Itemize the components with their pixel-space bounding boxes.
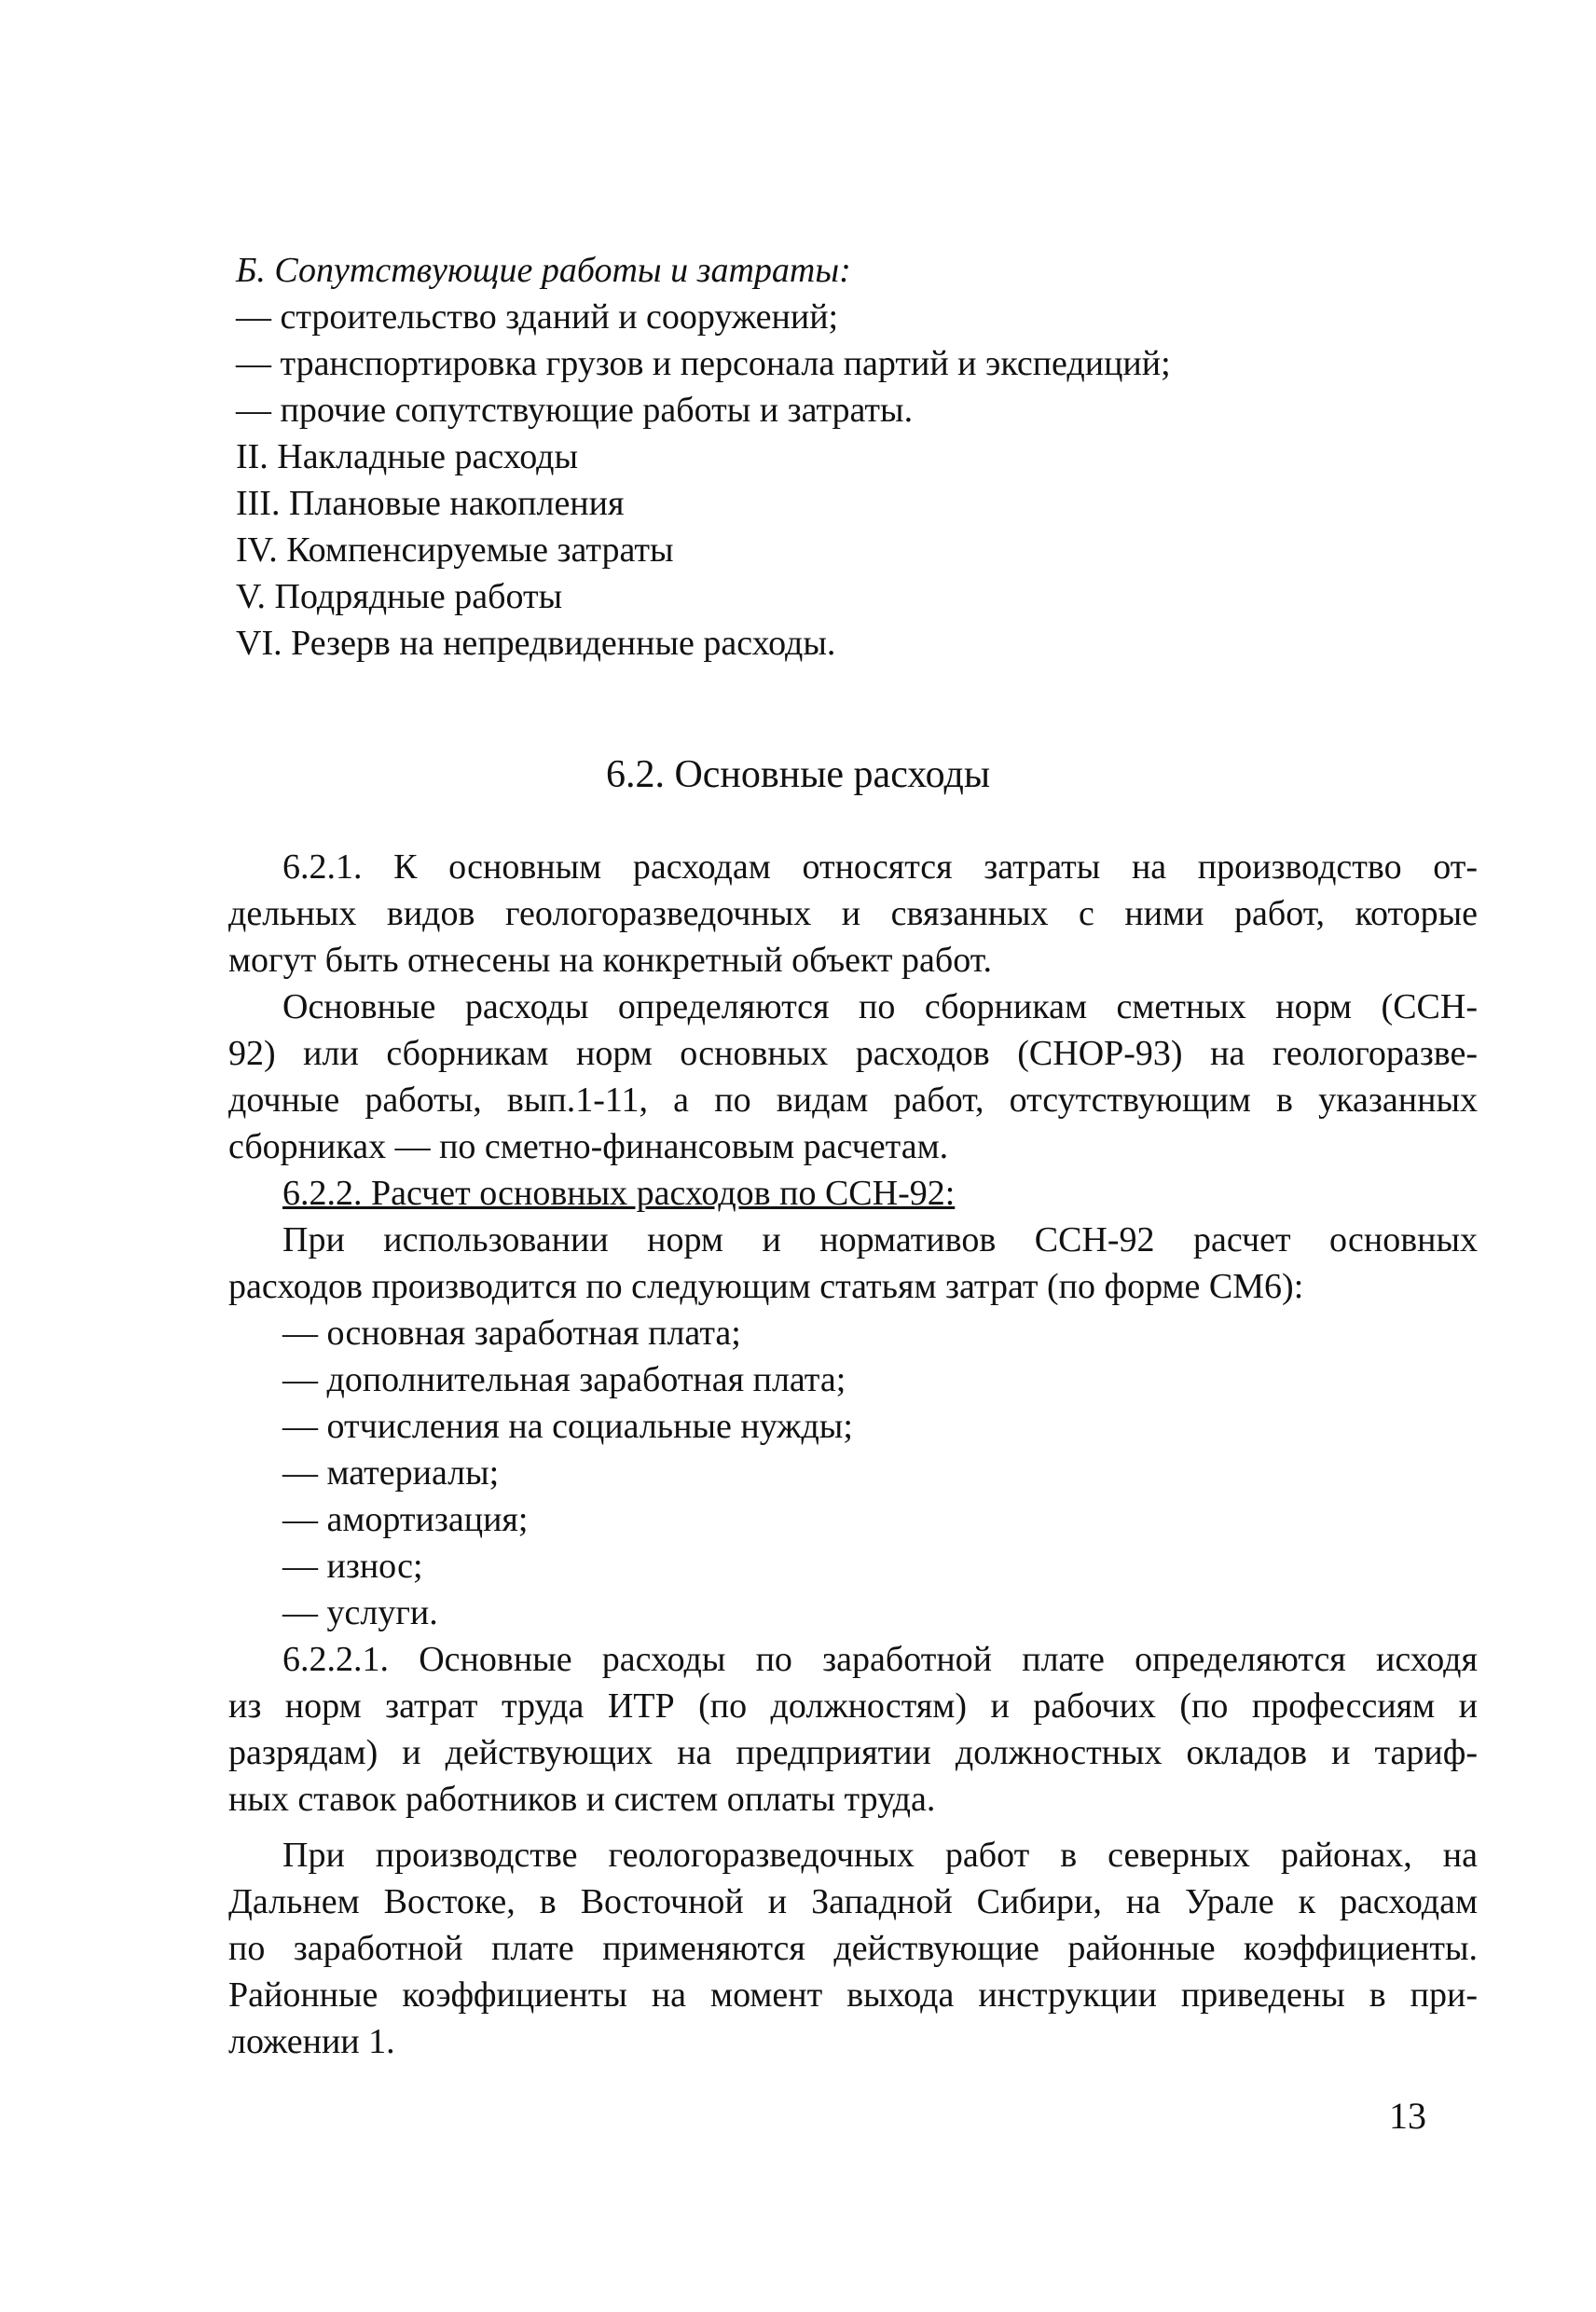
paragraph-line: 6.2.1. К основным расходам относятся затраты на производство от- xyxy=(282,847,1478,887)
paragraph-line: разрядам) и действующих на предприятии должностных окладов и тариф- xyxy=(228,1733,1478,1772)
paragraph-line: могут быть отнесены на конкретный объект работ. xyxy=(228,941,992,980)
paragraph-line: При производстве геологоразведочных работ в северных районах, на xyxy=(282,1836,1478,1875)
list-item: V. Подрядные работы xyxy=(236,577,563,616)
paragraph-line: ложении 1. xyxy=(228,2022,395,2061)
paragraph-6-2-1 xyxy=(228,844,1478,984)
paragraph-line: дельных видов геологоразведочных и связанных с ними работ, которые xyxy=(228,894,1478,933)
subsection-6-2-2 xyxy=(228,1170,1478,1636)
paragraph-line: сборниках — по сметно-финансовым расчетам. xyxy=(228,1127,949,1166)
paragraph-line: Дальнем Востоке, в Восточной и Западной Сибири, на Урале к расходам xyxy=(228,1882,1478,1921)
list-item: — услуги. xyxy=(282,1593,438,1632)
list-item: IV. Компенсируемые затраты xyxy=(236,530,674,570)
paragraph-line: При использовании норм и нормативов ССН-92 расчет основных xyxy=(282,1220,1478,1259)
section-b xyxy=(228,247,1478,667)
list-item: — износ; xyxy=(282,1547,423,1586)
paragraph-line: 6.2.2.1. Основные расходы по заработной плате определяются исходя xyxy=(282,1640,1478,1679)
list-item: — транспортировка грузов и персонала партий и экспедиций; xyxy=(236,344,1171,383)
paragraph-main-expenses xyxy=(228,984,1478,1170)
paragraph-line: по заработной плате применяются действующие районные коэффициенты. xyxy=(228,1929,1478,1968)
paragraph-line: 92) или сборникам норм основных расходов (СНОР-93) на геологоразве- xyxy=(228,1034,1478,1073)
section-b-title: Б. Сопутствующие работы и затраты: xyxy=(236,251,851,290)
paragraph-line: ных ставок работников и систем оплаты труда. xyxy=(228,1780,936,1819)
list-item: — материалы; xyxy=(282,1453,500,1493)
paragraph-line: из норм затрат труда ИТР (по должностям) и рабочих (по профессиям и xyxy=(228,1686,1478,1726)
section-heading: 6.2. Основные расходы xyxy=(605,753,991,796)
subsection-title: 6.2.2. Расчет основных расходов по ССН-92: xyxy=(282,1174,956,1213)
list-item: — отчисления на социальные нужды; xyxy=(282,1407,853,1446)
list-item: II. Накладные расходы xyxy=(236,437,579,476)
list-item: VI. Резерв на непредвиденные расходы. xyxy=(236,624,836,663)
list-item: — основная заработная плата; xyxy=(282,1314,741,1353)
paragraph-6-2-2-1 xyxy=(228,1636,1478,1823)
paragraph-northern-regions xyxy=(228,1832,1478,2065)
list-item: — дополнительная заработная плата; xyxy=(282,1360,846,1399)
page-number: 13 xyxy=(1389,2095,1426,2137)
paragraph-line: Районные коэффициенты на момент выхода инструкции приведены в при- xyxy=(228,1975,1478,2015)
paragraph-line: расходов производится по следующим статьям затрат (по форме СМ6): xyxy=(228,1267,1304,1306)
list-item: — прочие сопутствующие работы и затраты. xyxy=(236,391,914,430)
paragraph-line: дочные работы, вып.1-11, а по видам работ, отсутствующим в указанных xyxy=(228,1080,1478,1120)
list-item: — строительство зданий и сооружений; xyxy=(236,297,839,337)
list-item: — амортизация; xyxy=(282,1500,529,1539)
paragraph-line: Основные расходы определяются по сборникам сметных норм (ССН- xyxy=(282,987,1478,1026)
list-item: III. Плановые накопления xyxy=(236,484,625,523)
